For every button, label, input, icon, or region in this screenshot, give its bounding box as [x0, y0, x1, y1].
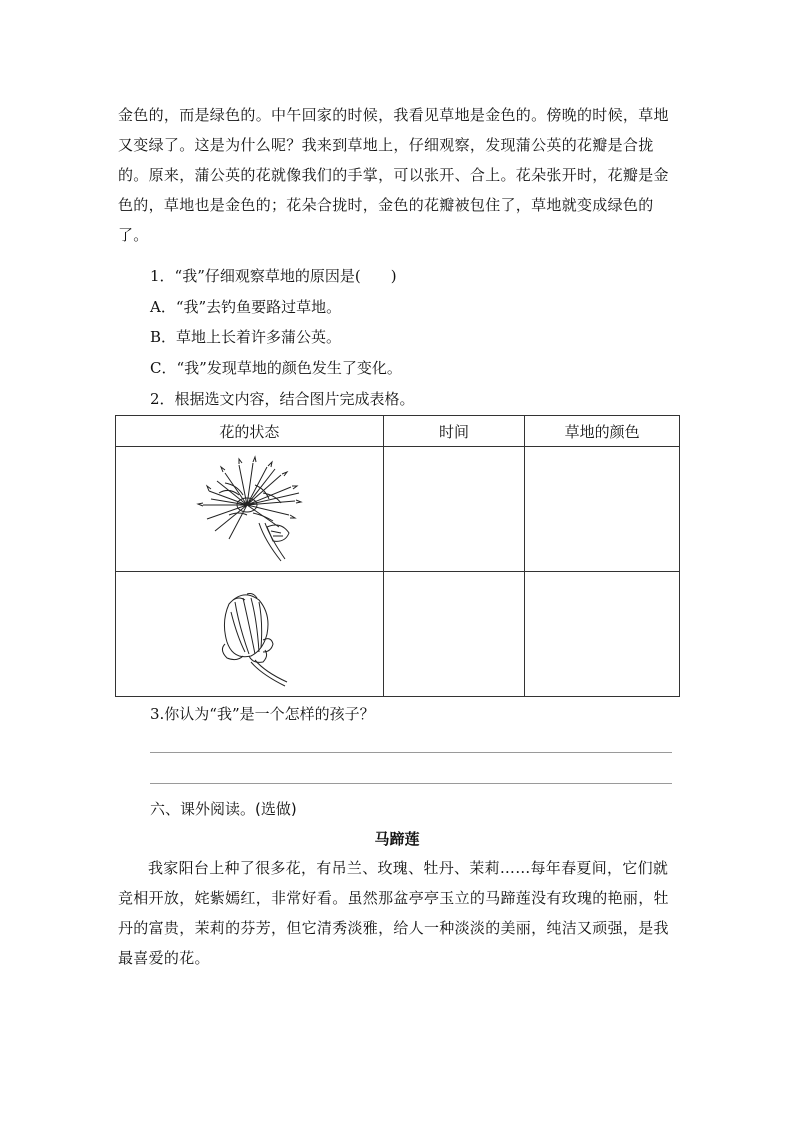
header-time: 时间 [383, 416, 525, 447]
flower-stem [259, 523, 281, 561]
question-3-stem: 3.你认为“我”是一个怎样的孩子？ [150, 705, 375, 723]
question-2-stem: 2．根据选文内容，结合图片完成表格。 [150, 390, 415, 408]
question-1-option-a: A．“我”去钓鱼要路过草地。 [150, 298, 342, 316]
open-flower-grass-color-cell[interactable] [525, 447, 680, 572]
article-title: 马蹄莲 [374, 830, 420, 848]
article-passage: 我家阳台上种了很多花，有吊兰、玫瑰、牡丹、茉莉……每年春夏间，它们就竞相开放，姹紫嫣红，非常好看。虽然那盆亭亭玉立的马蹄莲没有玫瑰的艳丽，牡丹的富贵，茉莉的芬芳，但它清秀淡雅，给人一种淡淡的美丽，纯洁又顽强，是我最喜爱的花。 [118, 859, 669, 967]
open-flower-cell [116, 447, 384, 572]
table-row [116, 572, 680, 697]
closed-flower-time-cell[interactable] [383, 572, 525, 697]
closed-flower-cell [116, 572, 384, 697]
bud [267, 525, 289, 541]
reading-passage: 金色的，而是绿色的。中午回家的时候，我看见草地是金色的。傍晚的时候，草地又变绿了。这是为什么呢？我来到草地上，仔细观察，发现蒲公英的花瓣是合拢的。原来，蒲公英的花就像我们的手掌，可以张开、合上。花朵张开时，花瓣是金色的，草地也是金色的；花朵合拢时，金色的花瓣被包住了，草地就变成绿色的了。 [118, 106, 669, 244]
header-flower-state: 花的状态 [116, 416, 384, 447]
section-6-heading: 六、课外阅读。(选做) [150, 800, 297, 818]
open-flower-time-cell[interactable] [383, 447, 525, 572]
table-header-row [116, 416, 680, 447]
flower-state-table [115, 415, 680, 697]
question-1-stem: 1．“我”仔细观察草地的原因是( ) [150, 267, 397, 285]
bud-stem [251, 662, 285, 686]
open-dandelion-flower-icon [189, 453, 309, 565]
table-row [116, 447, 680, 572]
closed-flower-grass-color-cell[interactable] [525, 572, 680, 697]
question-1-option-b: B．草地上长着许多蒲公英。 [150, 328, 342, 346]
answer-line-1[interactable] [150, 752, 672, 753]
answer-line-2[interactable] [150, 783, 672, 784]
header-grass-color: 草地的颜色 [525, 416, 680, 447]
question-1-option-c: C．“我”发现草地的颜色发生了变化。 [150, 359, 402, 377]
closed-dandelion-bud-icon [189, 578, 309, 690]
